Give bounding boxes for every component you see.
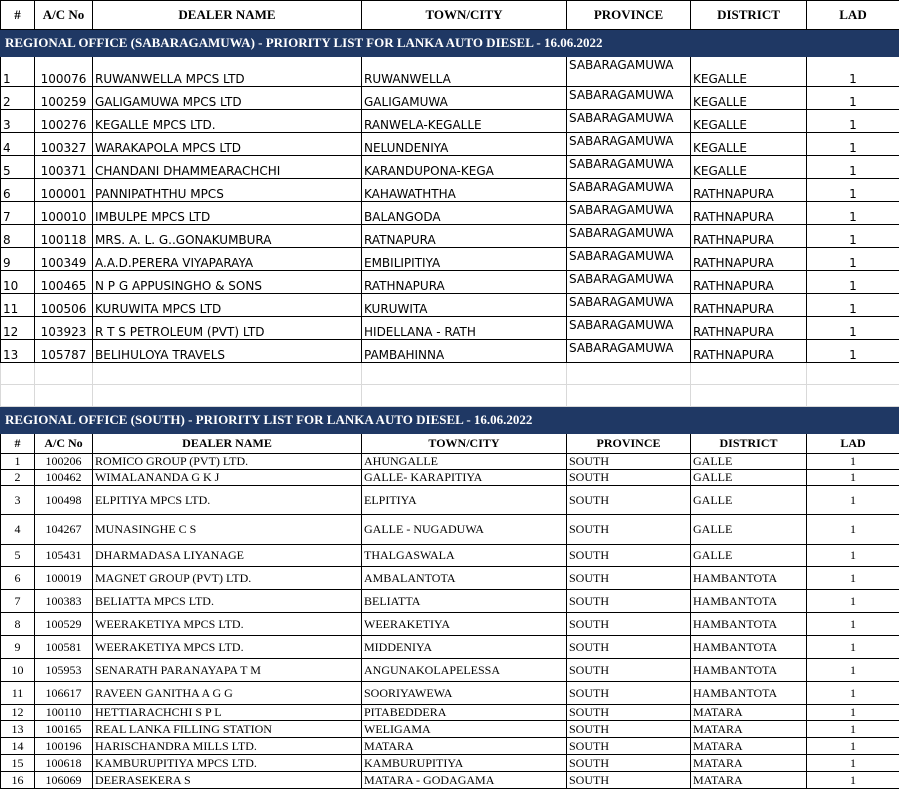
cell-province: SOUTH bbox=[567, 721, 691, 738]
column-header-row bbox=[1, 1, 899, 30]
cell-index: 3 bbox=[1, 110, 35, 133]
cell-account-no: 100383 bbox=[35, 590, 93, 613]
cell-town: HIDELLANA - RATH bbox=[362, 317, 567, 340]
cell-account-no: 100506 bbox=[35, 294, 93, 317]
cell-province: SOUTH bbox=[567, 545, 691, 567]
cell-account-no: 100462 bbox=[35, 470, 93, 486]
cell-town: KAMBURUPITIYA bbox=[362, 755, 567, 772]
cell-province: SOUTH bbox=[567, 515, 691, 545]
table-row bbox=[1, 454, 899, 470]
cell-district: KEGALLE bbox=[691, 87, 807, 110]
table-row bbox=[1, 682, 899, 705]
sabaragamuwa-rows bbox=[1, 57, 899, 363]
cell-province: SOUTH bbox=[567, 659, 691, 682]
cell-district: RATHNAPURA bbox=[691, 271, 807, 294]
cell-index: 8 bbox=[1, 225, 35, 248]
cell-lad: 1 bbox=[807, 755, 899, 772]
cell-account-no: 100465 bbox=[35, 271, 93, 294]
table-row bbox=[1, 659, 899, 682]
col-header-district: DISTRICT bbox=[691, 434, 807, 454]
cell-province: SABARAGAMUWA bbox=[567, 133, 691, 156]
table-row bbox=[1, 567, 899, 590]
table-row bbox=[1, 755, 899, 772]
cell-lad: 1 bbox=[807, 682, 899, 705]
cell-province: SABARAGAMUWA bbox=[567, 317, 691, 340]
cell-account-no: 100010 bbox=[35, 202, 93, 225]
cell-town: AHUNGALLE bbox=[362, 454, 567, 470]
cell-account-no: 100259 bbox=[35, 87, 93, 110]
cell-district: MATARA bbox=[691, 755, 807, 772]
cell-province: SOUTH bbox=[567, 738, 691, 755]
cell-account-no: 100118 bbox=[35, 225, 93, 248]
cell-index: 10 bbox=[1, 271, 35, 294]
cell-index: 8 bbox=[1, 613, 35, 636]
cell-account-no: 104267 bbox=[35, 515, 93, 545]
cell-district: HAMBANTOTA bbox=[691, 613, 807, 636]
cell-province: SOUTH bbox=[567, 755, 691, 772]
cell-province: SABARAGAMUWA bbox=[567, 179, 691, 202]
cell-dealer-name: A.A.D.PERERA VIYAPARAYA bbox=[93, 248, 362, 271]
cell-dealer-name: DEERASEKERA S bbox=[93, 772, 362, 789]
cell-account-no: 100498 bbox=[35, 486, 93, 515]
cell-town: PITABEDDERA bbox=[362, 705, 567, 721]
cell-town: KARANDUPONA-KEGA bbox=[362, 156, 567, 179]
cell-lad: 1 bbox=[807, 470, 899, 486]
cell-dealer-name: KURUWITA MPCS LTD bbox=[93, 294, 362, 317]
cell-index: 1 bbox=[1, 57, 35, 87]
cell-district: HAMBANTOTA bbox=[691, 590, 807, 613]
cell-dealer-name: ROMICO GROUP (PVT) LTD. bbox=[93, 454, 362, 470]
cell-account-no: 106069 bbox=[35, 772, 93, 789]
cell-province: SOUTH bbox=[567, 705, 691, 721]
cell-town: PAMBAHINNA bbox=[362, 340, 567, 363]
col-header-index: # bbox=[1, 1, 35, 30]
cell-lad: 1 bbox=[807, 133, 899, 156]
table-row bbox=[1, 271, 899, 294]
section-title: REGIONAL OFFICE (SOUTH) - PRIORITY LIST FOR LANKA AUTO DIESEL - 16.06.2022 bbox=[1, 407, 899, 434]
cell-district: RATHNAPURA bbox=[691, 317, 807, 340]
cell-district: GALLE bbox=[691, 515, 807, 545]
cell-dealer-name: MUNASINGHE C S bbox=[93, 515, 362, 545]
cell-province: SABARAGAMUWA bbox=[567, 248, 691, 271]
cell-lad: 1 bbox=[807, 613, 899, 636]
col-header-index: # bbox=[1, 434, 35, 454]
cell-lad: 1 bbox=[807, 454, 899, 470]
cell-province: SABARAGAMUWA bbox=[567, 225, 691, 248]
cell-district: GALLE bbox=[691, 454, 807, 470]
col-header-province: PROVINCE bbox=[567, 434, 691, 454]
cell-province: SOUTH bbox=[567, 454, 691, 470]
cell-dealer-name: BELIATTA MPCS LTD. bbox=[93, 590, 362, 613]
cell-district: HAMBANTOTA bbox=[691, 636, 807, 659]
cell-town: NELUNDENIYA bbox=[362, 133, 567, 156]
cell-town: RANWELA-KEGALLE bbox=[362, 110, 567, 133]
cell-lad: 1 bbox=[807, 772, 899, 789]
cell-town: MIDDENIYA bbox=[362, 636, 567, 659]
cell-lad: 1 bbox=[807, 659, 899, 682]
cell-town: WELIGAMA bbox=[362, 721, 567, 738]
cell-town: GALLE- KARAPITIYA bbox=[362, 470, 567, 486]
cell-town: EMBILIPITIYA bbox=[362, 248, 567, 271]
cell-province: SOUTH bbox=[567, 636, 691, 659]
table-row bbox=[1, 156, 899, 179]
cell-index: 12 bbox=[1, 705, 35, 721]
cell-town: KAHAWATHTHA bbox=[362, 179, 567, 202]
cell-lad: 1 bbox=[807, 721, 899, 738]
cell-lad: 1 bbox=[807, 486, 899, 515]
cell-dealer-name: MAGNET GROUP (PVT) LTD. bbox=[93, 567, 362, 590]
cell-district: KEGALLE bbox=[691, 156, 807, 179]
cell-index: 7 bbox=[1, 202, 35, 225]
cell-province: SOUTH bbox=[567, 486, 691, 515]
cell-district: MATARA bbox=[691, 772, 807, 789]
cell-lad: 1 bbox=[807, 225, 899, 248]
cell-index: 12 bbox=[1, 317, 35, 340]
cell-account-no: 105431 bbox=[35, 545, 93, 567]
table-row bbox=[1, 340, 899, 363]
col-header-account: A/C No bbox=[35, 434, 93, 454]
col-header-lad: LAD bbox=[807, 434, 899, 454]
cell-lad: 1 bbox=[807, 705, 899, 721]
cell-district: MATARA bbox=[691, 705, 807, 721]
cell-town: RUWANWELLA bbox=[362, 57, 567, 87]
cell-province: SOUTH bbox=[567, 682, 691, 705]
cell-dealer-name: N P G APPUSINGHO & SONS bbox=[93, 271, 362, 294]
cell-town: ELPITIYA bbox=[362, 486, 567, 515]
blank-row bbox=[1, 363, 899, 385]
section-banner-south bbox=[1, 407, 899, 434]
cell-dealer-name: KEGALLE MPCS LTD. bbox=[93, 110, 362, 133]
cell-province: SABARAGAMUWA bbox=[567, 294, 691, 317]
cell-district: GALLE bbox=[691, 470, 807, 486]
col-header-province: PROVINCE bbox=[567, 1, 691, 30]
cell-town: AMBALANTOTA bbox=[362, 567, 567, 590]
cell-index: 4 bbox=[1, 133, 35, 156]
table-row bbox=[1, 545, 899, 567]
table-row bbox=[1, 772, 899, 789]
col-header-dealer: DEALER NAME bbox=[93, 434, 362, 454]
col-header-district: DISTRICT bbox=[691, 1, 807, 30]
col-header-lad: LAD bbox=[807, 1, 899, 30]
cell-dealer-name: CHANDANI DHAMMEARACHCHI bbox=[93, 156, 362, 179]
cell-town: MATARA - GODAGAMA bbox=[362, 772, 567, 789]
cell-lad: 1 bbox=[807, 636, 899, 659]
cell-index: 6 bbox=[1, 567, 35, 590]
cell-province: SOUTH bbox=[567, 590, 691, 613]
cell-lad: 1 bbox=[807, 57, 899, 87]
cell-lad: 1 bbox=[807, 294, 899, 317]
cell-province: SOUTH bbox=[567, 567, 691, 590]
table-row bbox=[1, 721, 899, 738]
cell-district: RATHNAPURA bbox=[691, 225, 807, 248]
cell-account-no: 100110 bbox=[35, 705, 93, 721]
cell-province: SABARAGAMUWA bbox=[567, 87, 691, 110]
cell-dealer-name: RAVEEN GANITHA A G G bbox=[93, 682, 362, 705]
cell-index: 7 bbox=[1, 590, 35, 613]
table-row bbox=[1, 110, 899, 133]
cell-town: THALGASWALA bbox=[362, 545, 567, 567]
cell-town: KURUWITA bbox=[362, 294, 567, 317]
col-header-town: TOWN/CITY bbox=[362, 434, 567, 454]
cell-province: SABARAGAMUWA bbox=[567, 156, 691, 179]
cell-town: SOORIYAWEWA bbox=[362, 682, 567, 705]
cell-account-no: 100076 bbox=[35, 57, 93, 87]
cell-district: RATHNAPURA bbox=[691, 202, 807, 225]
cell-dealer-name: KAMBURUPITIYA MPCS LTD. bbox=[93, 755, 362, 772]
cell-province: SABARAGAMUWA bbox=[567, 202, 691, 225]
cell-index: 11 bbox=[1, 682, 35, 705]
cell-index: 13 bbox=[1, 340, 35, 363]
cell-dealer-name: WEERAKETIYA MPCS LTD. bbox=[93, 636, 362, 659]
cell-account-no: 105953 bbox=[35, 659, 93, 682]
cell-account-no: 105787 bbox=[35, 340, 93, 363]
cell-dealer-name: IMBULPE MPCS LTD bbox=[93, 202, 362, 225]
cell-index: 15 bbox=[1, 755, 35, 772]
cell-district: HAMBANTOTA bbox=[691, 659, 807, 682]
cell-dealer-name: RUWANWELLA MPCS LTD bbox=[93, 57, 362, 87]
cell-district: GALLE bbox=[691, 545, 807, 567]
cell-province: SABARAGAMUWA bbox=[567, 340, 691, 363]
cell-lad: 1 bbox=[807, 515, 899, 545]
cell-index: 5 bbox=[1, 156, 35, 179]
cell-town: ANGUNAKOLAPELESSA bbox=[362, 659, 567, 682]
cell-account-no: 106617 bbox=[35, 682, 93, 705]
col-header-account: A/C No bbox=[35, 1, 93, 30]
blank-row bbox=[1, 385, 899, 407]
cell-district: GALLE bbox=[691, 486, 807, 515]
cell-dealer-name: HETTIARACHCHI S P L bbox=[93, 705, 362, 721]
cell-dealer-name: GALIGAMUWA MPCS LTD bbox=[93, 87, 362, 110]
cell-account-no: 103923 bbox=[35, 317, 93, 340]
cell-town: WEERAKETIYA bbox=[362, 613, 567, 636]
cell-account-no: 100529 bbox=[35, 613, 93, 636]
cell-dealer-name: REAL LANKA FILLING STATION bbox=[93, 721, 362, 738]
cell-account-no: 100206 bbox=[35, 454, 93, 470]
cell-town: GALLE - NUGADUWA bbox=[362, 515, 567, 545]
cell-account-no: 100019 bbox=[35, 567, 93, 590]
cell-index: 5 bbox=[1, 545, 35, 567]
cell-index: 1 bbox=[1, 454, 35, 470]
cell-index: 14 bbox=[1, 738, 35, 755]
section-banner-sabaragamuwa bbox=[1, 30, 899, 57]
cell-account-no: 100581 bbox=[35, 636, 93, 659]
cell-account-no: 100618 bbox=[35, 755, 93, 772]
table-row bbox=[1, 613, 899, 636]
cell-account-no: 100001 bbox=[35, 179, 93, 202]
table-row bbox=[1, 179, 899, 202]
cell-account-no: 100276 bbox=[35, 110, 93, 133]
table-row bbox=[1, 225, 899, 248]
table-row bbox=[1, 317, 899, 340]
cell-account-no: 100196 bbox=[35, 738, 93, 755]
cell-index: 9 bbox=[1, 636, 35, 659]
cell-district: KEGALLE bbox=[691, 110, 807, 133]
cell-lad: 1 bbox=[807, 271, 899, 294]
cell-index: 10 bbox=[1, 659, 35, 682]
cell-lad: 1 bbox=[807, 340, 899, 363]
cell-account-no: 100165 bbox=[35, 721, 93, 738]
cell-index: 11 bbox=[1, 294, 35, 317]
cell-province: SOUTH bbox=[567, 613, 691, 636]
cell-district: KEGALLE bbox=[691, 133, 807, 156]
col-header-dealer: DEALER NAME bbox=[93, 1, 362, 30]
cell-dealer-name: PANNIPATHTHU MPCS bbox=[93, 179, 362, 202]
cell-dealer-name: WARAKAPOLA MPCS LTD bbox=[93, 133, 362, 156]
column-header-row bbox=[1, 434, 899, 454]
cell-lad: 1 bbox=[807, 110, 899, 133]
cell-dealer-name: WEERAKETIYA MPCS LTD. bbox=[93, 613, 362, 636]
cell-district: KEGALLE bbox=[691, 57, 807, 87]
table-row bbox=[1, 57, 899, 87]
table-row bbox=[1, 590, 899, 613]
cell-lad: 1 bbox=[807, 202, 899, 225]
cell-lad: 1 bbox=[807, 545, 899, 567]
cell-lad: 1 bbox=[807, 156, 899, 179]
cell-district: MATARA bbox=[691, 738, 807, 755]
table-row bbox=[1, 202, 899, 225]
cell-district: MATARA bbox=[691, 721, 807, 738]
cell-town: RATNAPURA bbox=[362, 225, 567, 248]
cell-account-no: 100327 bbox=[35, 133, 93, 156]
table-row bbox=[1, 636, 899, 659]
table-row bbox=[1, 87, 899, 110]
cell-province: SOUTH bbox=[567, 470, 691, 486]
col-header-town: TOWN/CITY bbox=[362, 1, 567, 30]
table-row bbox=[1, 486, 899, 515]
cell-district: RATHNAPURA bbox=[691, 340, 807, 363]
section-title: REGIONAL OFFICE (SABARAGAMUWA) - PRIORITY LIST FOR LANKA AUTO DIESEL - 16.06.2022 bbox=[1, 30, 899, 57]
cell-lad: 1 bbox=[807, 248, 899, 271]
table-row bbox=[1, 515, 899, 545]
cell-account-no: 100349 bbox=[35, 248, 93, 271]
cell-lad: 1 bbox=[807, 738, 899, 755]
table-row bbox=[1, 738, 899, 755]
cell-index: 9 bbox=[1, 248, 35, 271]
table-row bbox=[1, 248, 899, 271]
cell-province: SOUTH bbox=[567, 772, 691, 789]
cell-lad: 1 bbox=[807, 567, 899, 590]
cell-town: BELIATTA bbox=[362, 590, 567, 613]
cell-dealer-name: DHARMADASA LIYANAGE bbox=[93, 545, 362, 567]
cell-district: RATHNAPURA bbox=[691, 248, 807, 271]
cell-town: GALIGAMUWA bbox=[362, 87, 567, 110]
table-row bbox=[1, 294, 899, 317]
cell-province: SABARAGAMUWA bbox=[567, 110, 691, 133]
table-row bbox=[1, 705, 899, 721]
cell-dealer-name: R T S PETROLEUM (PVT) LTD bbox=[93, 317, 362, 340]
cell-lad: 1 bbox=[807, 87, 899, 110]
cell-index: 13 bbox=[1, 721, 35, 738]
cell-index: 16 bbox=[1, 772, 35, 789]
cell-index: 4 bbox=[1, 515, 35, 545]
cell-account-no: 100371 bbox=[35, 156, 93, 179]
cell-province: SABARAGAMUWA bbox=[567, 57, 691, 87]
south-rows bbox=[1, 454, 899, 789]
cell-index: 3 bbox=[1, 486, 35, 515]
cell-district: RATHNAPURA bbox=[691, 294, 807, 317]
cell-dealer-name: ELPITIYA MPCS LTD. bbox=[93, 486, 362, 515]
cell-lad: 1 bbox=[807, 179, 899, 202]
cell-town: MATARA bbox=[362, 738, 567, 755]
cell-lad: 1 bbox=[807, 317, 899, 340]
cell-dealer-name: MRS. A. L. G..GONAKUMBURA bbox=[93, 225, 362, 248]
cell-dealer-name: BELIHULOYA TRAVELS bbox=[93, 340, 362, 363]
cell-town: BALANGODA bbox=[362, 202, 567, 225]
cell-district: HAMBANTOTA bbox=[691, 682, 807, 705]
table-row bbox=[1, 133, 899, 156]
cell-index: 2 bbox=[1, 470, 35, 486]
cell-district: HAMBANTOTA bbox=[691, 567, 807, 590]
cell-district: RATHNAPURA bbox=[691, 179, 807, 202]
cell-dealer-name: SENARATH PARANAYAPA T M bbox=[93, 659, 362, 682]
cell-town: RATHNAPURA bbox=[362, 271, 567, 294]
table-row bbox=[1, 470, 899, 486]
cell-lad: 1 bbox=[807, 590, 899, 613]
cell-index: 2 bbox=[1, 87, 35, 110]
cell-dealer-name: HARISCHANDRA MILLS LTD. bbox=[93, 738, 362, 755]
cell-index: 6 bbox=[1, 179, 35, 202]
cell-province: SABARAGAMUWA bbox=[567, 271, 691, 294]
cell-dealer-name: WIMALANANDA G K J bbox=[93, 470, 362, 486]
